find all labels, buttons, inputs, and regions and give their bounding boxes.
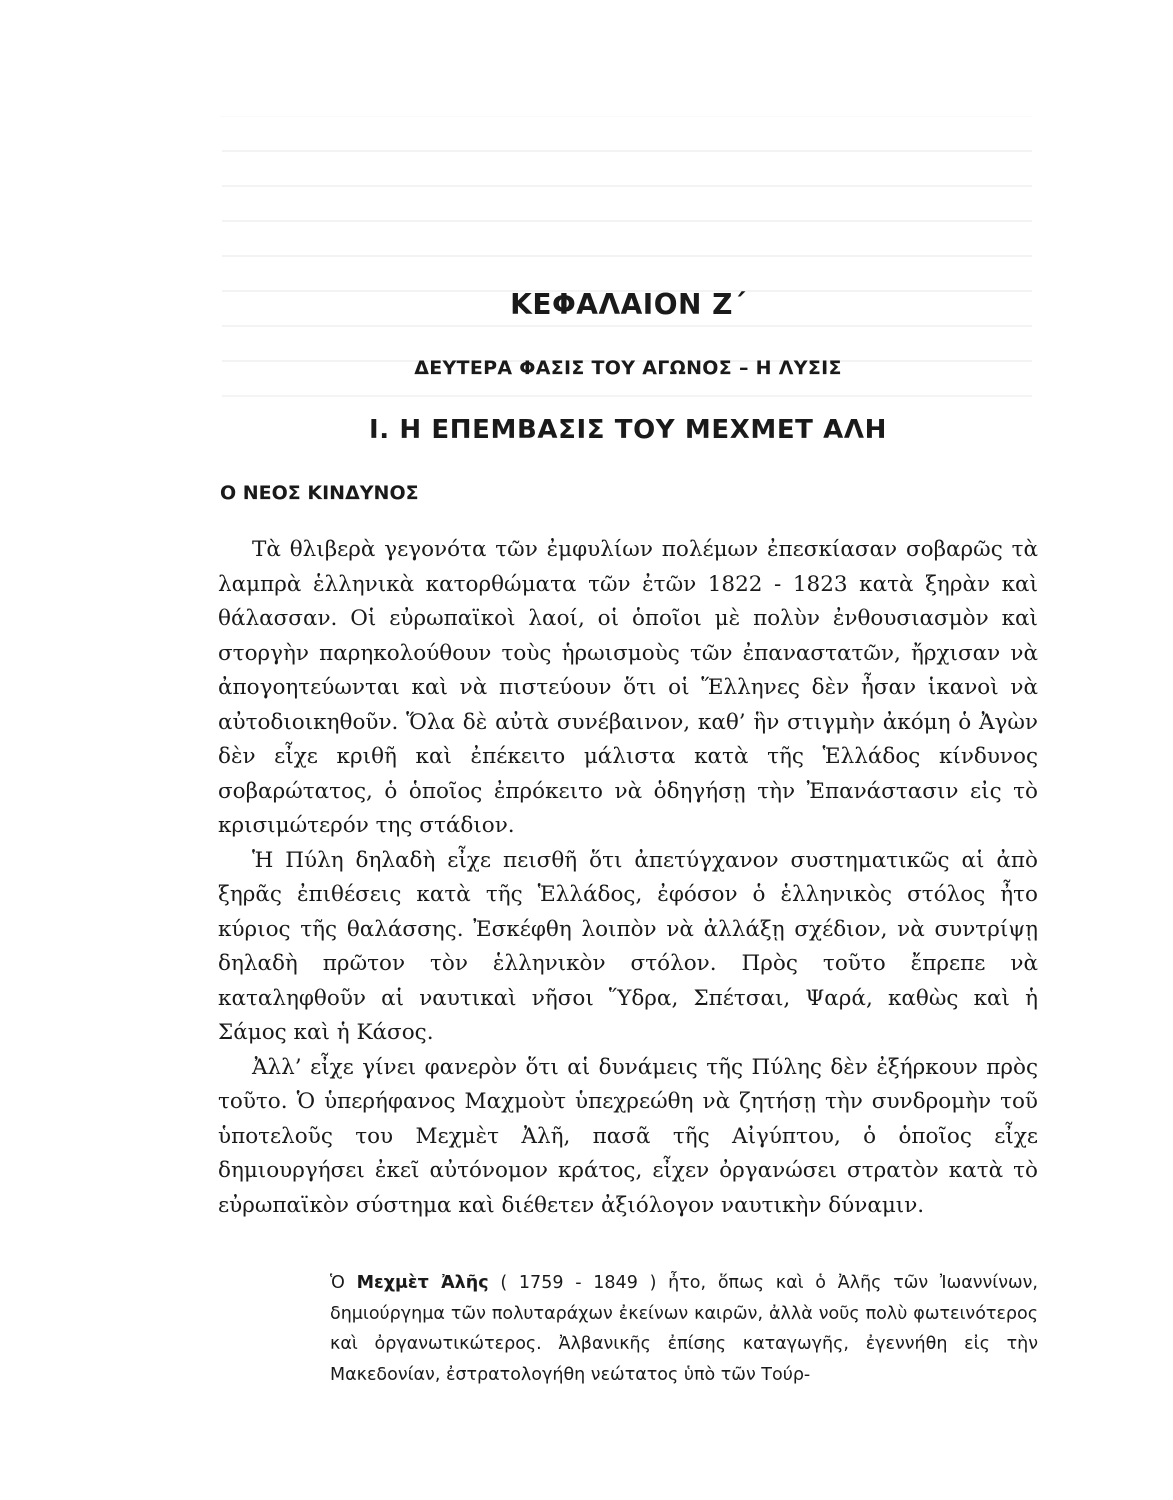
paragraph: Ἡ Πύλη δηλαδὴ εἶχε πεισθῆ ὅτι ἀπετύγχανον συστηματικῶς αἱ ἀπὸ ξηρᾶς ἐπιθέσεις κατὰ τῆς Ἑλλάδος, ἐφόσον ὁ ἑλληνικὸς στόλος ἦτο κύριος τῆς θαλάσσης. Ἐσκέφθη λοιπὸν νὰ ἀλλάξῃ σχέδιον, νὰ συντρίψῃ δηλαδὴ πρῶτον τὸν ἑλληνικὸν στόλον. Πρὸς τοῦτο ἔπρεπε νὰ καταληφθοῦν αἱ ναυτικαὶ νῆσοι Ὕδρα, Σπέτσαι, Ψαρά, καθὼς καὶ ἡ Σάμος καὶ ἡ Κάσος. — [218, 847, 1038, 1045]
chapter-subtitle: ΔΕΥΤΕΡΑ ΦΑΣΙΣ ΤΟΥ ΑΓΩΝΟΣ – Η ΛΥΣΙΣ — [414, 357, 842, 379]
body-text — [218, 533, 1038, 1223]
chapter-title: ΚΕΦΑΛΑΙΟΝ Ζ΄ — [510, 288, 746, 321]
footnote — [330, 1268, 1038, 1390]
section-title: Ι. Η ΕΠΕΜΒΑΣΙΣ ΤΟΥ ΜΕΧΜΕΤ ΑΛΗ — [369, 415, 887, 445]
footnote-name: Μεχμὲτ Ἀλῆς — [356, 1273, 489, 1293]
footnote-text: ( 1759 - 1849 ) ἦτο, ὅπως καὶ ὁ Ἀλῆς τῶν Ἰωαννίνων, δημιούργημα τῶν πολυταράχων ἐκείνων καιρῶν, ἀλλὰ νοῦς πολὺ φωτεινότερος καὶ ὀργανωτικώτερος. Ἀλβανικῆς ἐπίσης καταγωγῆς, ἐγεννήθη εἰς τὴν Μακεδονίαν, ἐστρατολογήθη νεώτατος ὑπὸ τῶν Τούρ- — [330, 1273, 1038, 1385]
bleed-through-header — [220, 82, 1032, 117]
footnote-prefix: Ὁ — [330, 1273, 357, 1293]
paragraph: Τὰ θλιβερὰ γεγονότα τῶν ἐμφυλίων πολέμων ἐπεσκίασαν σοβαρῶς τὰ λαμπρὰ ἑλληνικὰ κατορθώματα τῶν ἐτῶν 1822 - 1823 κατὰ ξηρὰν καὶ θάλασσαν. Οἱ εὐρωπαϊκοὶ λαοί, οἱ ὁποῖοι μὲ πολὺν ἐνθουσιασμὸν καὶ στοργὴν παρηκολούθουν τοὺς ἡρωισμοὺς τῶν ἐπαναστατῶν, ἤρχισαν νὰ ἀπογοητεύωνται καὶ νὰ πιστεύουν ὅτι οἱ Ἕλληνες δὲν ἦσαν ἱκανοὶ νὰ αὐτοδιοικηθοῦν. Ὅλα δὲ αὐτὰ συνέβαινον, καθ’ ἣν στιγμὴν ἀκόμη ὁ Ἀγὼν δὲν εἶχε κριθῆ καὶ ἐπέκειτο μάλιστα κατὰ τῆς Ἑλλάδος κίνδυνος σοβαρώτατος, ὁ ὁποῖος ἐπρόκειτο νὰ ὁδηγήσῃ τὴν Ἐπανάστασιν εἰς τὸ κρισιμώτερόν της στάδιον. — [218, 537, 1038, 838]
paragraph: Ἀλλ’ εἶχε γίνει φανερὸν ὅτι αἱ δυνάμεις τῆς Πύλης δὲν ἐξήρκουν πρὸς τοῦτο. Ὁ ὑπερήφανος Μαχμοὺτ ὑπεχρεώθη νὰ ζητήσῃ τὴν συνδρομὴν τοῦ ὑποτελοῦς του Μεχμὲτ Ἀλῆ, πασᾶ τῆς Αἰγύπτου, ὁ ὁποῖος εἶχε δημιουργήσει ἐκεῖ αὐτόνομον κράτος, εἶχεν ὀργανώσει στρατὸν κατὰ τὸ εὐρωπαϊκὸν σύστημα καὶ διέθετεν ἀξιόλογον ναυτικὴν δύναμιν. — [218, 1054, 1038, 1218]
section-subheading: Ο ΝΕΟΣ ΚΙΝΔΥΝΟΣ — [220, 482, 419, 504]
footnote-paragraph — [330, 1268, 1038, 1390]
